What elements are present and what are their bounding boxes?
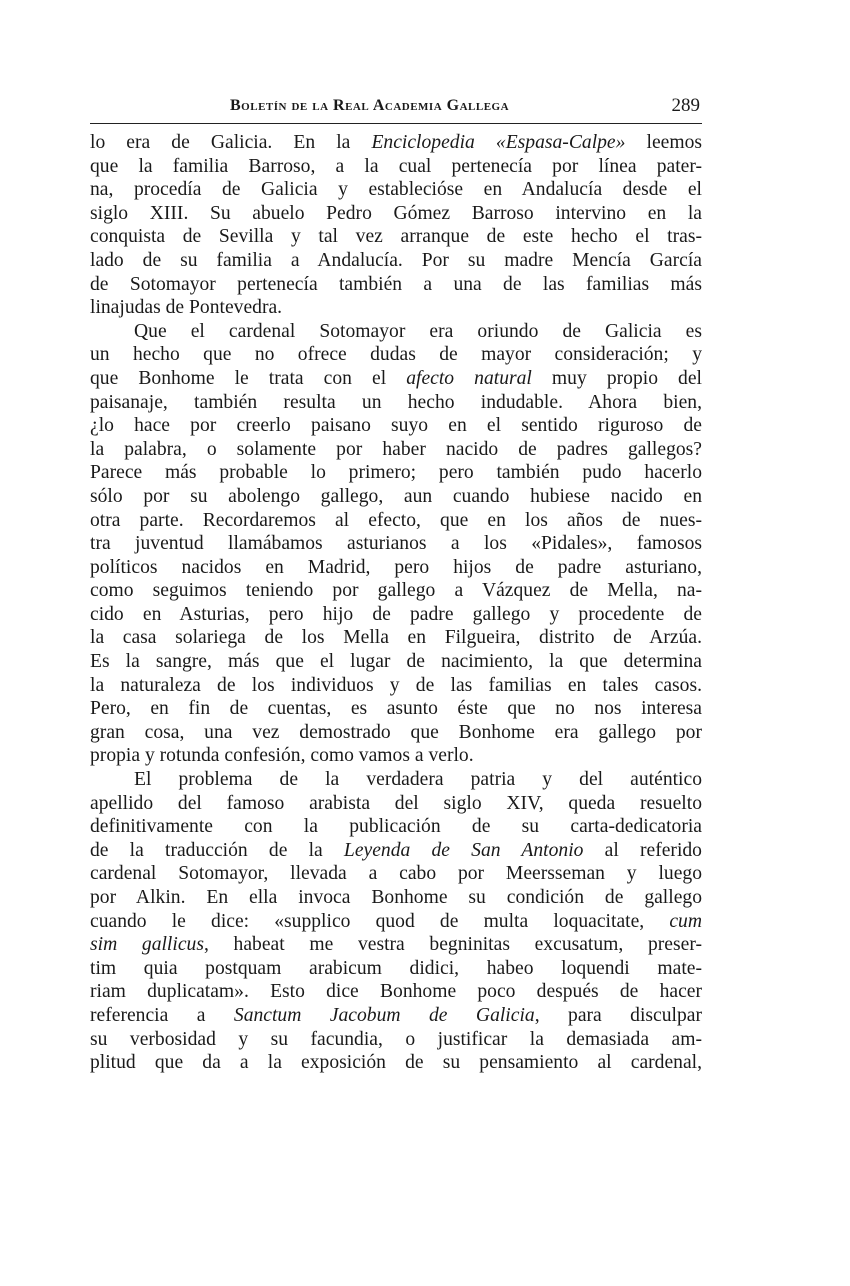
- text: leemos: [625, 132, 703, 153]
- text: de Sotomayor pertenecía también a una de las familias más: [90, 273, 702, 295]
- text: , para disculpar: [534, 1004, 703, 1026]
- text: linajudas de Pontevedra.: [90, 297, 283, 319]
- text-line: [90, 225, 702, 249]
- text: siglo XIII. Su abuelo Pedro Gómez Barroso intervino en la: [90, 202, 702, 224]
- text-line: [90, 744, 702, 768]
- text: riam duplicatam». Esto dice Bonhome poco después de hacer: [90, 981, 702, 1003]
- text: Pero, en fin de cuentas, es asunto éste que no nos interesa: [90, 698, 702, 720]
- text: Que el cardenal Sotomayor era oriundo de Galicia es: [134, 320, 702, 342]
- text: lo era de Galicia. En la: [90, 132, 372, 153]
- header-rule: [90, 123, 702, 124]
- text: conquista de Sevilla y tal vez arranque de este hecho el tras-: [90, 226, 702, 248]
- text-line: [90, 957, 702, 981]
- text: por Alkin. En ella invoca Bonhome su condición de gallego: [90, 887, 702, 908]
- text-line: [90, 532, 702, 556]
- italic-text: Leyenda de San Antonio: [343, 839, 584, 861]
- text: al referido: [583, 839, 702, 861]
- text-line: [90, 178, 702, 202]
- text: lado de su familia a Andalucía. Por su madre Mencía García: [90, 249, 702, 271]
- text-line: [90, 414, 702, 438]
- text-line: [90, 509, 702, 533]
- text: propia y rotunda confesión, como vamos a verlo.: [90, 745, 474, 767]
- text: tim quia postquam arabicum didici, habeo loquendi mate-: [90, 957, 702, 979]
- text: la palabra, o solamente por haber nacido de padres gallegos?: [90, 438, 702, 460]
- text: paisanaje, también resulta un hecho indudable. Ahora bien,: [90, 391, 702, 413]
- text: apellido del famoso arabista del siglo XIV, queda resuelto: [90, 792, 702, 814]
- text: Es la sangre, más que el lugar de nacimiento, la que determina: [90, 651, 702, 673]
- text-line: [90, 674, 702, 698]
- text: la casa solariega de los Mella en Filgueira, distrito de Arzúa.: [90, 627, 702, 649]
- text-line: [90, 980, 702, 1004]
- text: un hecho que no ofrece dudas de mayor consideración; y: [90, 344, 702, 366]
- italic-text: Enciclopedia «Espasa-Calpe»: [371, 132, 626, 153]
- text: definitivamente con la publicación de su carta-dedicatoria: [90, 816, 702, 838]
- text-line: [90, 626, 702, 650]
- text: sólo por su abolengo gallego, aun cuando hubiese nacido en: [90, 485, 702, 507]
- text: plitud que da a la exposición de su pensamiento al cardenal,: [90, 1052, 702, 1074]
- text-line: [90, 367, 702, 391]
- text: muy propio del: [531, 367, 702, 389]
- text: su verbosidad y su facundia, o justificar la demasiada am-: [90, 1028, 702, 1050]
- text-line: [90, 792, 702, 816]
- text-line: [90, 1051, 702, 1075]
- text: que Bonhome le trata con el: [90, 367, 407, 389]
- text: cuando le dice: «supplico quod de multa loquacitate,: [90, 910, 670, 932]
- text-line: [90, 202, 702, 226]
- text-line: [90, 933, 702, 957]
- text-line: [90, 273, 702, 297]
- text-line: [90, 603, 702, 627]
- text-line: [90, 1004, 702, 1028]
- body-text: [90, 131, 702, 1075]
- italic-text: cum: [669, 910, 702, 932]
- text-line: [90, 343, 702, 367]
- text-line: [90, 839, 702, 863]
- text-line: [90, 815, 702, 839]
- italic-text: sim gallicus: [90, 934, 204, 956]
- text: de la traducción de la: [90, 839, 344, 861]
- text-line: [90, 391, 702, 415]
- text-line: [90, 556, 702, 580]
- text-line: [90, 650, 702, 674]
- text: otra parte. Recordaremos al efecto, que en los años de nues-: [90, 509, 702, 531]
- text-line: [90, 768, 702, 792]
- text-line: [90, 910, 702, 934]
- running-header: [90, 95, 702, 119]
- text-line: [90, 438, 702, 462]
- text: gran cosa, una vez demostrado que Bonhome era gallego por: [90, 721, 702, 743]
- text: políticos nacidos en Madrid, pero hijos de padre asturiano,: [90, 556, 702, 578]
- text-line: [90, 131, 702, 155]
- text-line: [90, 461, 702, 485]
- text: Parece más probable lo primero; pero también pudo hacerlo: [90, 462, 702, 484]
- text: na, procedía de Galicia y establecióse en Andalucía desde el: [90, 179, 702, 201]
- text-line: [90, 1028, 702, 1052]
- text-line: [90, 886, 702, 910]
- text: cardenal Sotomayor, llevada a cabo por Meersseman y luego: [90, 863, 702, 885]
- page-number: 289: [671, 95, 700, 116]
- text-line: [90, 320, 702, 344]
- running-title: Boletín de la Real Academia Gallega: [230, 97, 510, 114]
- text: como seguimos teniendo por gallego a Vázquez de Mella, na-: [90, 580, 702, 602]
- text-line: [90, 485, 702, 509]
- text-line: [90, 579, 702, 603]
- text: , habeat me vestra begninitas excusatum, preser-: [203, 934, 702, 956]
- italic-text: Sanctum Jacobum de Galicia: [233, 1004, 535, 1026]
- text: El problema de la verdadera patria y del auténtico: [134, 769, 702, 791]
- text-line: [90, 155, 702, 179]
- text: la naturaleza de los individuos y de las familias en tales casos.: [90, 674, 702, 696]
- text-line: [90, 862, 702, 886]
- text-line: [90, 697, 702, 721]
- text: que la familia Barroso, a la cual pertenecía por línea pater-: [90, 155, 702, 177]
- text: cido en Asturias, pero hijo de padre gallego y procedente de: [90, 603, 702, 625]
- text-line: [90, 296, 702, 320]
- text: referencia a: [90, 1004, 234, 1026]
- text: tra juventud llamábamos asturianos a los «Pidales», famosos: [90, 533, 702, 555]
- text: ¿lo hace por creerlo paisano suyo en el sentido riguroso de: [90, 415, 702, 437]
- italic-text: afecto natural: [406, 367, 532, 389]
- text-line: [90, 721, 702, 745]
- text-line: [90, 249, 702, 273]
